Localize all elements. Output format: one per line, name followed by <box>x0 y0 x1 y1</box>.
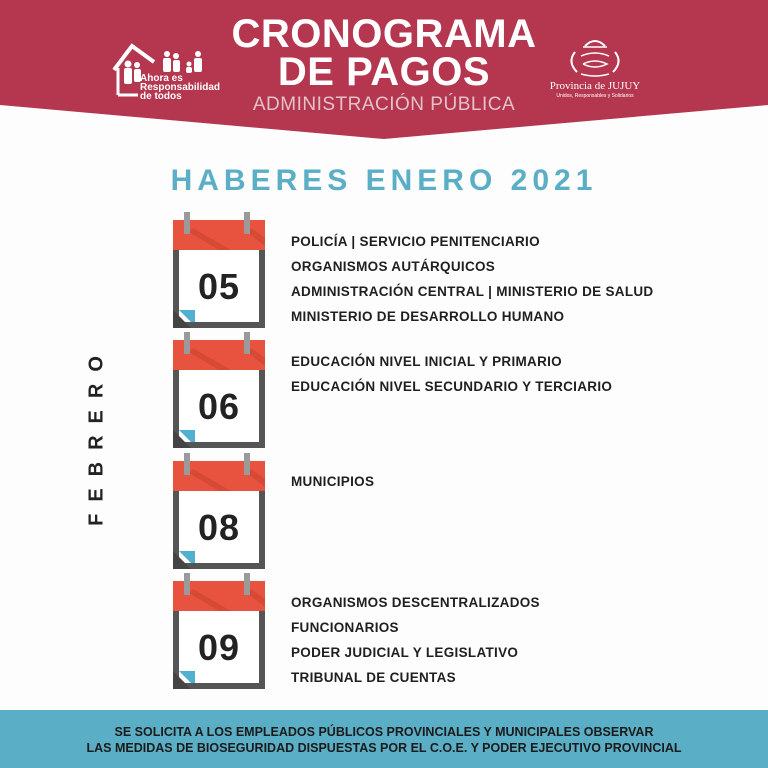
list-item: ORGANISMOS AUTÁRQUICOS <box>291 259 496 274</box>
calendar-day-icon <box>171 212 267 330</box>
list-item: TRIBUNAL DE CUENTAS <box>291 670 456 685</box>
schedule-group-09 <box>291 590 540 690</box>
calendar-day-icon <box>171 453 267 571</box>
day-number: 06 <box>197 386 241 427</box>
province-motto: Unidos, Responsables y Solidarios <box>556 93 634 99</box>
page-title-line1: CRONOGRAMA <box>231 12 537 56</box>
day-number: 09 <box>197 627 241 668</box>
footer-banner <box>0 710 768 768</box>
jujuy-emblem-icon <box>545 36 645 80</box>
section-title: HABERES ENERO 2021 <box>170 164 598 197</box>
list-item: EDUCACIÓN NIVEL SECUNDARIO Y TERCIARIO <box>291 379 613 394</box>
calendar-day-icon <box>171 332 267 450</box>
logo-left-line3: de todos <box>140 91 182 102</box>
logo-left-line2: Responsabilidad <box>140 82 221 93</box>
schedule-group-08 <box>291 469 374 494</box>
page-subtitle: ADMINISTRACIÓN PÚBLICA <box>252 94 516 115</box>
month-label: FEBRERO <box>85 344 108 526</box>
list-item: POLICÍA | SERVICIO PENITENCIARIO <box>291 234 540 249</box>
header-banner <box>0 0 768 140</box>
schedule-group-06 <box>291 349 612 399</box>
calendar-day-icon <box>171 573 267 691</box>
list-item: ADMINISTRACIÓN CENTRAL | MINISTERIO DE SALUD <box>291 284 654 299</box>
province-name: Provincia de JUJUY <box>549 80 641 92</box>
list-item: MINISTERIO DE DESARROLLO HUMANO <box>291 309 565 324</box>
list-item: ORGANISMOS DESCENTRALIZADOS <box>291 595 540 610</box>
footer-line1: SE SOLICITA A LOS EMPLEADOS PÚBLICOS PROVINCIALES Y MUNICIPALES OBSERVAR <box>114 725 654 739</box>
list-item: EDUCACIÓN NIVEL INICIAL Y PRIMARIO <box>291 354 562 369</box>
list-item: FUNCIONARIOS <box>291 620 399 635</box>
schedule-group-05 <box>291 229 653 329</box>
list-item: MUNICIPIOS <box>291 474 375 489</box>
logo-left-line1: Ahora es <box>140 73 183 84</box>
provincia-jujuy-logo <box>545 36 645 101</box>
day-number: 05 <box>197 266 241 307</box>
list-item: PODER JUDICIAL Y LEGISLATIVO <box>291 645 519 660</box>
footer-line2: LAS MEDIDAS DE BIOSEGURIDAD DISPUESTAS POR EL C.O.E. Y PODER EJECUTIVO PROVINCIAL <box>86 741 682 755</box>
day-number: 08 <box>197 507 241 548</box>
page-title-line2: DE PAGOS <box>277 50 491 94</box>
